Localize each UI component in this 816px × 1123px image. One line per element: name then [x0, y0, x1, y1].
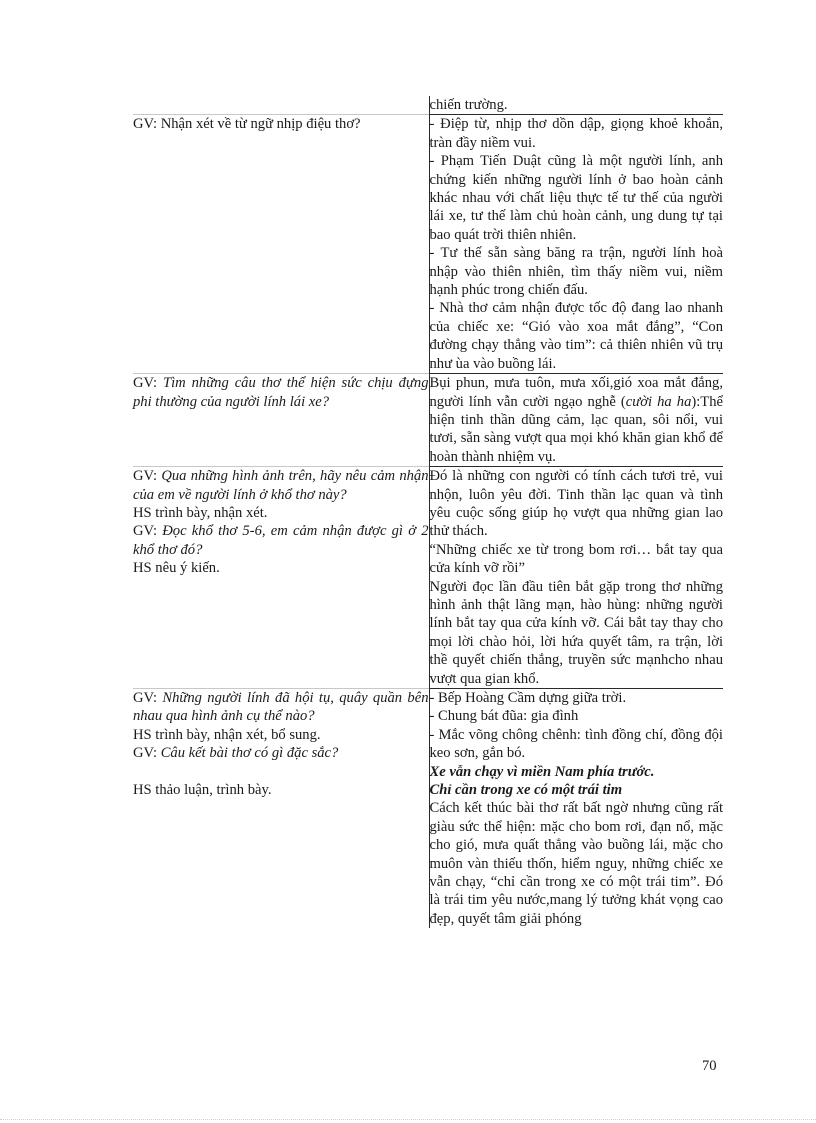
- content-text: chiến trường.: [429, 97, 508, 113]
- content-paragraph: [430, 707, 724, 725]
- speaker-prefix: GV:: [133, 523, 163, 540]
- teacher-activity-cell: [133, 467, 429, 689]
- activity-line: [133, 781, 429, 799]
- activity-line: [133, 689, 429, 726]
- content-text: Xe vẫn chạy vì miền Nam phía trước.: [429, 763, 655, 780]
- content-text: - Phạm Tiến Duật cũng là một người lính, anh chứng kiến những người lính ở bao hoàn cảnh khác nhau với chất liệu thực tế tư thế của người lái xe, tư thế làm chủ hoàn cảnh, ung dung tự tại bao quát trời thiên nhiên.: [429, 153, 723, 243]
- speaker-prefix: GV:: [133, 468, 162, 485]
- content-cell: [429, 467, 723, 689]
- content-text-tail: ):Thể hiện tinh thần dũng cảm, lạc quan, sôi nổi, vui tươi, sẵn sàng vượt qua mọi khó khăn gian khổ để hoàn thành nhiệm vụ.: [429, 393, 723, 465]
- content-paragraph: [430, 115, 724, 152]
- speaker-prefix: GV:: [133, 690, 163, 706]
- content-paragraph: [430, 374, 724, 466]
- content-text: “Những chiếc xe từ trong bom rơi… bắt tay qua cửa kính vỡ rồi”: [429, 541, 723, 577]
- activity-text: Tìm những câu thơ thể hiện sức chịu đựng phi thường của người lính lái xe?: [133, 375, 429, 410]
- content-text: - Bếp Hoàng Cầm dựng giữa trời.: [429, 690, 627, 706]
- content-text: - Điệp từ, nhịp thơ dồn dập, giọng khoẻ khoắn, tràn đầy niềm vui.: [429, 116, 723, 151]
- content-text: Cách kết thúc bài thơ rất bất ngờ nhưng cũng rất giàu sức thể hiện: mặc cho bom rơi, đạn nổ, mặc cho gió, mưa quất thẳng vào buồng lái, mặc cho muôn vàn thiếu thốn, hiểm nguy, những chiếc xe vẫn chạy, “chỉ cần trong xe có một trái tim”. Đó là trái tim yêu nước,mang lý tưởng khát vọng cao đẹp, quyết tâm giải phóng: [429, 800, 723, 927]
- content-paragraph: [430, 541, 724, 578]
- activity-line: [133, 115, 429, 133]
- speaker-prefix: GV:: [133, 375, 163, 392]
- activity-text: HS thảo luận, trình bày.: [133, 782, 272, 799]
- content-text: Đó là những con người có tính cách tươi trẻ, vui nhộn, luôn yêu đời. Tinh thần lạc quan và tình yêu cuộc sống giúp họ vượt qua những gian lao thử thách.: [429, 468, 723, 540]
- activity-line: [133, 374, 429, 411]
- content-paragraph: [430, 467, 724, 541]
- content-paragraph: [430, 96, 724, 114]
- content-paragraph: [430, 726, 724, 763]
- lesson-row: [133, 467, 723, 689]
- content-cell: [429, 374, 723, 467]
- content-text: - Mắc võng chông chênh: tình đồng chí, đồng đội keo sơn, gắn bó.: [429, 726, 723, 762]
- page-number: 70: [702, 1058, 717, 1074]
- activity-text: HS trình bày, nhận xét, bổ sung.: [133, 726, 321, 743]
- activity-line: [133, 763, 429, 781]
- content-paragraph: [430, 152, 724, 244]
- activity-line: [133, 504, 429, 522]
- content-paragraph: [430, 781, 724, 799]
- lesson-table-body: [133, 96, 723, 928]
- lesson-row: [133, 96, 723, 115]
- content-text: - Chung bát đũa: gia đình: [429, 708, 579, 725]
- content-paragraph: [430, 763, 724, 781]
- activity-text: Đọc khổ thơ 5-6, em cảm nhận được gì ở 2 khổ thơ đó?: [133, 523, 429, 558]
- content-cell: [429, 689, 723, 929]
- lesson-row: [133, 374, 723, 467]
- content-paragraph: [430, 299, 724, 373]
- content-paragraph: [430, 689, 724, 707]
- teacher-activity-cell: [133, 96, 429, 115]
- content-text: - Tư thế sẵn sàng băng ra trận, người lính hoà nhập vào thiên nhiên, tìm thấy niềm vui, niềm hạnh phúc trong chiến đấu.: [429, 245, 723, 299]
- activity-line: [133, 726, 429, 744]
- activity-line: [133, 467, 429, 504]
- activity-line: [133, 522, 429, 559]
- activity-text: Câu kết bài thơ có gì đặc sắc?: [160, 745, 339, 762]
- lesson-row: [133, 115, 723, 374]
- content-cell: [429, 115, 723, 374]
- content-text: Chỉ cần trong xe có một trái tim: [429, 782, 623, 799]
- activity-text: GV: Nhận xét về từ ngữ nhịp điệu thơ?: [133, 116, 361, 133]
- teacher-activity-cell: [133, 689, 429, 929]
- activity-line: [133, 559, 429, 577]
- page-bottom-rule: [0, 1119, 816, 1120]
- activity-text: HS trình bày, nhận xét.: [133, 504, 268, 521]
- speaker-prefix: GV:: [133, 745, 161, 762]
- content-text: Bụi phun, mưa tuôn, mưa xối,gió xoa mắt đắng, người lính vẫn cười ngạo nghễ (: [429, 375, 723, 410]
- content-text: - Nhà thơ cảm nhận được tốc độ đang lao nhanh của chiếc xe: “Gió vào xoa mắt đắng”, “Con đường chạy thẳng vào tim”: cả thiên nhiên vũ trụ như ùa vào buồng lái.: [429, 300, 723, 372]
- teacher-activity-cell: [133, 115, 429, 374]
- activity-text: HS nêu ý kiến.: [133, 560, 220, 577]
- content-emphasis: cười ha ha: [625, 393, 692, 410]
- activity-line: [133, 744, 429, 762]
- content-paragraph: [430, 244, 724, 299]
- content-cell: [429, 96, 723, 115]
- teacher-activity-cell: [133, 374, 429, 467]
- content-text: Người đọc lần đầu tiên bắt gặp trong thơ những hình ảnh thật lãng mạn, hào hùng: những người lính bắt tay qua cửa kính vỡ. Cái bắt tay thay cho mọi lời chào hỏi, lời hứa quyết tâm, ra trận, lời thề quyết chiến thắng, truyền sức mạnhcho nhau vượt qua gian khổ.: [429, 578, 723, 687]
- activity-text: Những người lính đã hội tụ, quây quần bên nhau qua hình ảnh cụ thể nào?: [133, 690, 429, 725]
- lesson-table: [133, 96, 723, 928]
- content-paragraph: [430, 578, 724, 688]
- lesson-row: [133, 689, 723, 929]
- content-paragraph: [430, 799, 724, 928]
- activity-text: Qua những hình ảnh trên, hãy nêu cảm nhận của em về người lính ở khổ thơ này?: [133, 468, 429, 503]
